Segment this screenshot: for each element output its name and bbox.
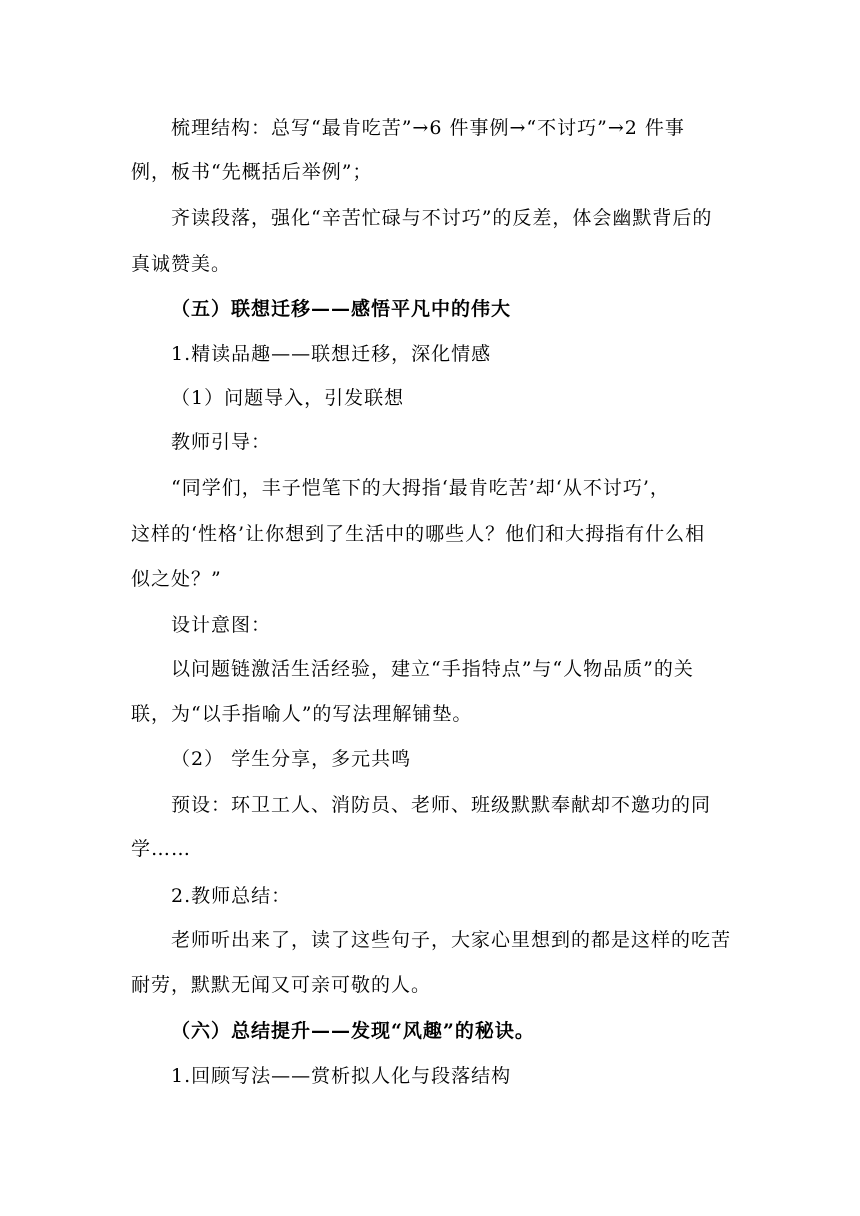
section-heading: （五）联想迁移——感悟平凡中的伟大 bbox=[171, 298, 512, 320]
quote-line: “同学们，丰子恺笔下的大拇指‘最肯吃苦’却‘从不讨巧’， bbox=[171, 477, 670, 499]
paragraph-line: 学…… bbox=[131, 838, 192, 860]
subsection-heading: 1.精读品趣——联想迁移，深化情感 bbox=[171, 343, 492, 365]
sub-item-heading: （2） 学生分享，多元共鸣 bbox=[171, 748, 412, 770]
sub-item-heading: （1）问题导入，引发联想 bbox=[171, 387, 405, 409]
paragraph-line: 例，板书“先概括后举例”； bbox=[131, 161, 373, 183]
paragraph-line: 齐读段落，强化“辛苦忙碌与不讨巧”的反差，体会幽默背后的 bbox=[171, 207, 713, 229]
subsection-heading: 2.教师总结： bbox=[171, 885, 292, 907]
paragraph-line: 预设：环卫工人、消防员、老师、班级默默奉献却不邀功的同 bbox=[171, 794, 712, 816]
paragraph-line: 梳理结构：总写“最肯吃苦”→6 件事例→“不讨巧”→2 件事 bbox=[171, 117, 685, 139]
paragraph-line: 真诚赞美。 bbox=[131, 253, 232, 275]
paragraph-line: 耐劳，默默无闻又可亲可敬的人。 bbox=[131, 974, 432, 996]
label-line: 教师引导： bbox=[171, 431, 272, 453]
section-heading: （六）总结提升——发现“风趣”的秘诀。 bbox=[171, 1020, 535, 1042]
quote-line: 这样的‘性格’让你想到了生活中的哪些人？他们和大拇指有什么相 bbox=[131, 523, 706, 545]
paragraph-line: 老师听出来了，读了这些句子，大家心里想到的都是这样的吃苦 bbox=[171, 929, 732, 951]
quote-line: 似之处？” bbox=[131, 568, 222, 590]
paragraph-line: 以问题链激活生活经验，建立“手指特点”与“人物品质”的关 bbox=[171, 658, 694, 680]
label-line: 设计意图： bbox=[171, 614, 272, 636]
paragraph-line: 联，为“以手指喻人”的写法理解铺垫。 bbox=[131, 703, 473, 725]
subsection-heading: 1.回顾写法——赏析拟人化与段落结构 bbox=[171, 1065, 512, 1087]
